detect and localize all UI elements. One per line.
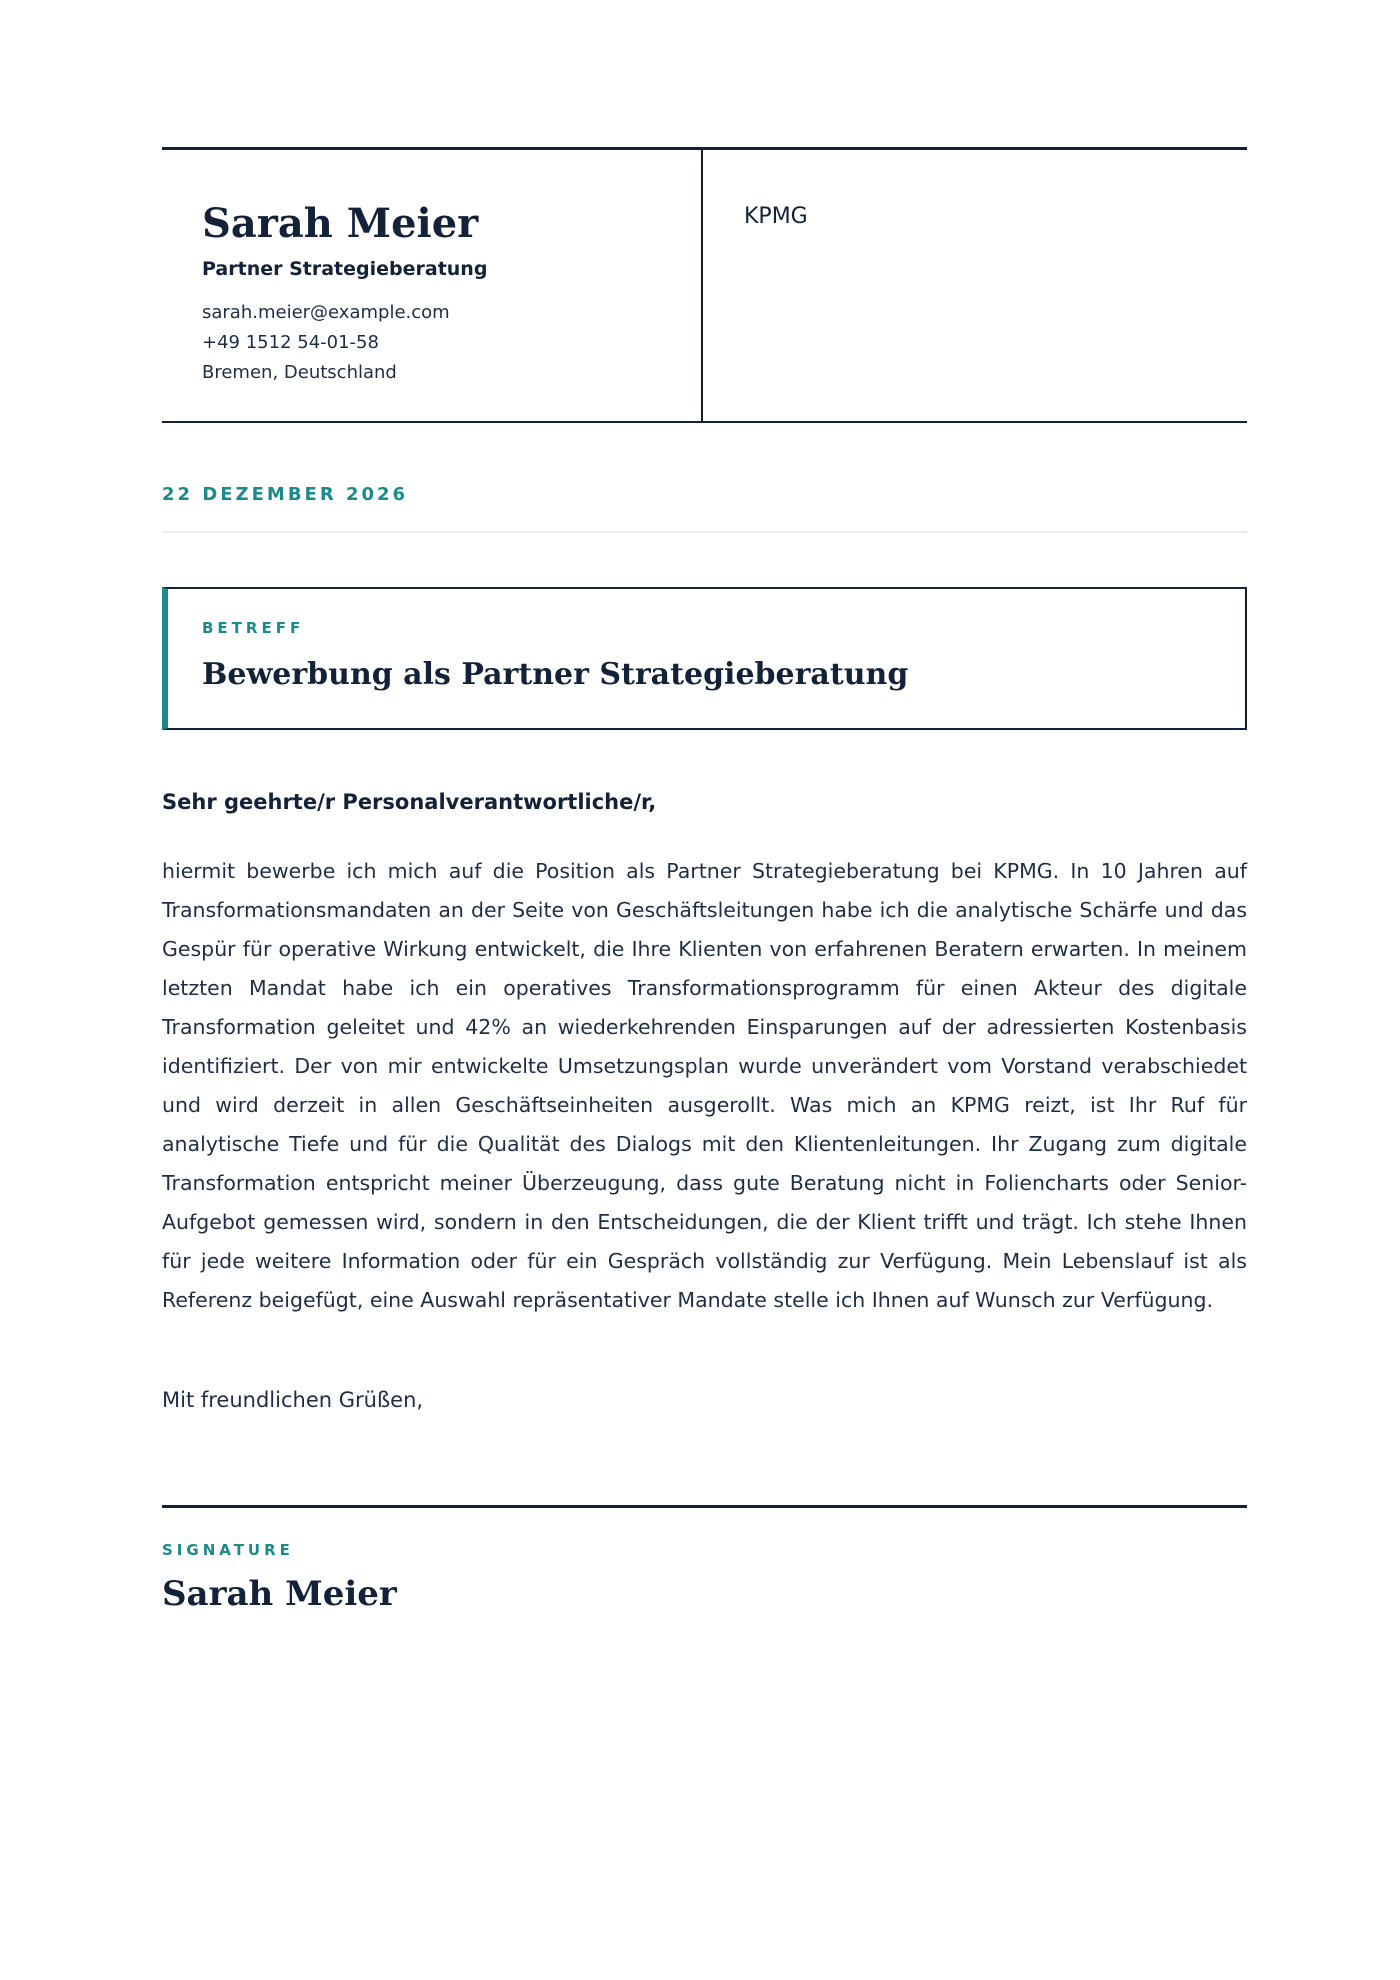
date-divider — [162, 531, 1247, 533]
sender-phone: +49 1512 54-01-58 — [202, 332, 379, 353]
subject-label: BETREFF — [202, 619, 305, 637]
recipient-company: KPMG — [744, 204, 808, 229]
closing: Mit freundlichen Grüßen, — [162, 1388, 424, 1412]
signature-divider — [162, 1505, 1247, 1508]
signature-label: SIGNATURE — [162, 1541, 294, 1559]
sender-email: sarah.meier@example.com — [202, 302, 450, 323]
signature-name: Sarah Meier — [162, 1574, 397, 1614]
sender-block — [162, 150, 703, 421]
salutation: Sehr geehrte/r Personalverantwortliche/r, — [162, 790, 657, 814]
sender-location: Bremen, Deutschland — [202, 362, 397, 383]
letter-date: 22 DEZEMBER 2026 — [162, 484, 409, 505]
sender-name: Sarah Meier — [202, 200, 479, 247]
letter-header — [162, 147, 1247, 423]
subject-box — [162, 587, 1247, 730]
subject-title: Bewerbung als Partner Strategieberatung — [202, 657, 909, 692]
sender-role: Partner Strategieberatung — [202, 258, 488, 280]
letter-body: hiermit bewerbe ich mich auf die Position als Partner Strategieberatung bei KPMG. In 10 Jahren auf Transformationsmandaten an der Seite von Geschäftsleitungen habe ich die analytische Schärfe und das Gespür für operative Wirkung entwickelt, die Ihre Klienten von erfahrenen Beratern erwarten. In meinem letzten Mandat habe ich ein operatives Transformationsprogramm für einen Akteur des digitale Transformation geleitet und 42% an wiederkehrenden Einsparungen auf der adressierten Kostenbasis identifiziert. Der von mir entwickelte Umsetzungsplan wurde unverändert vom Vorstand verabschiedet und wird derzeit in allen Geschäftseinheiten ausgerollt. Was mich an KPMG reizt, ist Ihr Ruf für analytische Tiefe und für die Qualität des Dialogs mit den Klientenleitungen. Ihr Zugang zum digitale Transformation entspricht meiner Überzeugung, dass gute Beratung nicht in Foliencharts oder Senior-Aufgebot gemessen wird, sondern in den Entscheidungen, die der Klient trifft und trägt. Ich stehe Ihnen für jede weitere Information oder für ein Gespräch vollständig zur Verfügung. Mein Lebenslauf ist als Referenz beigefügt, eine Auswahl repräsentativer Mandate stelle ich Ihnen auf Wunsch zur Verfügung. — [162, 859, 1247, 1312]
